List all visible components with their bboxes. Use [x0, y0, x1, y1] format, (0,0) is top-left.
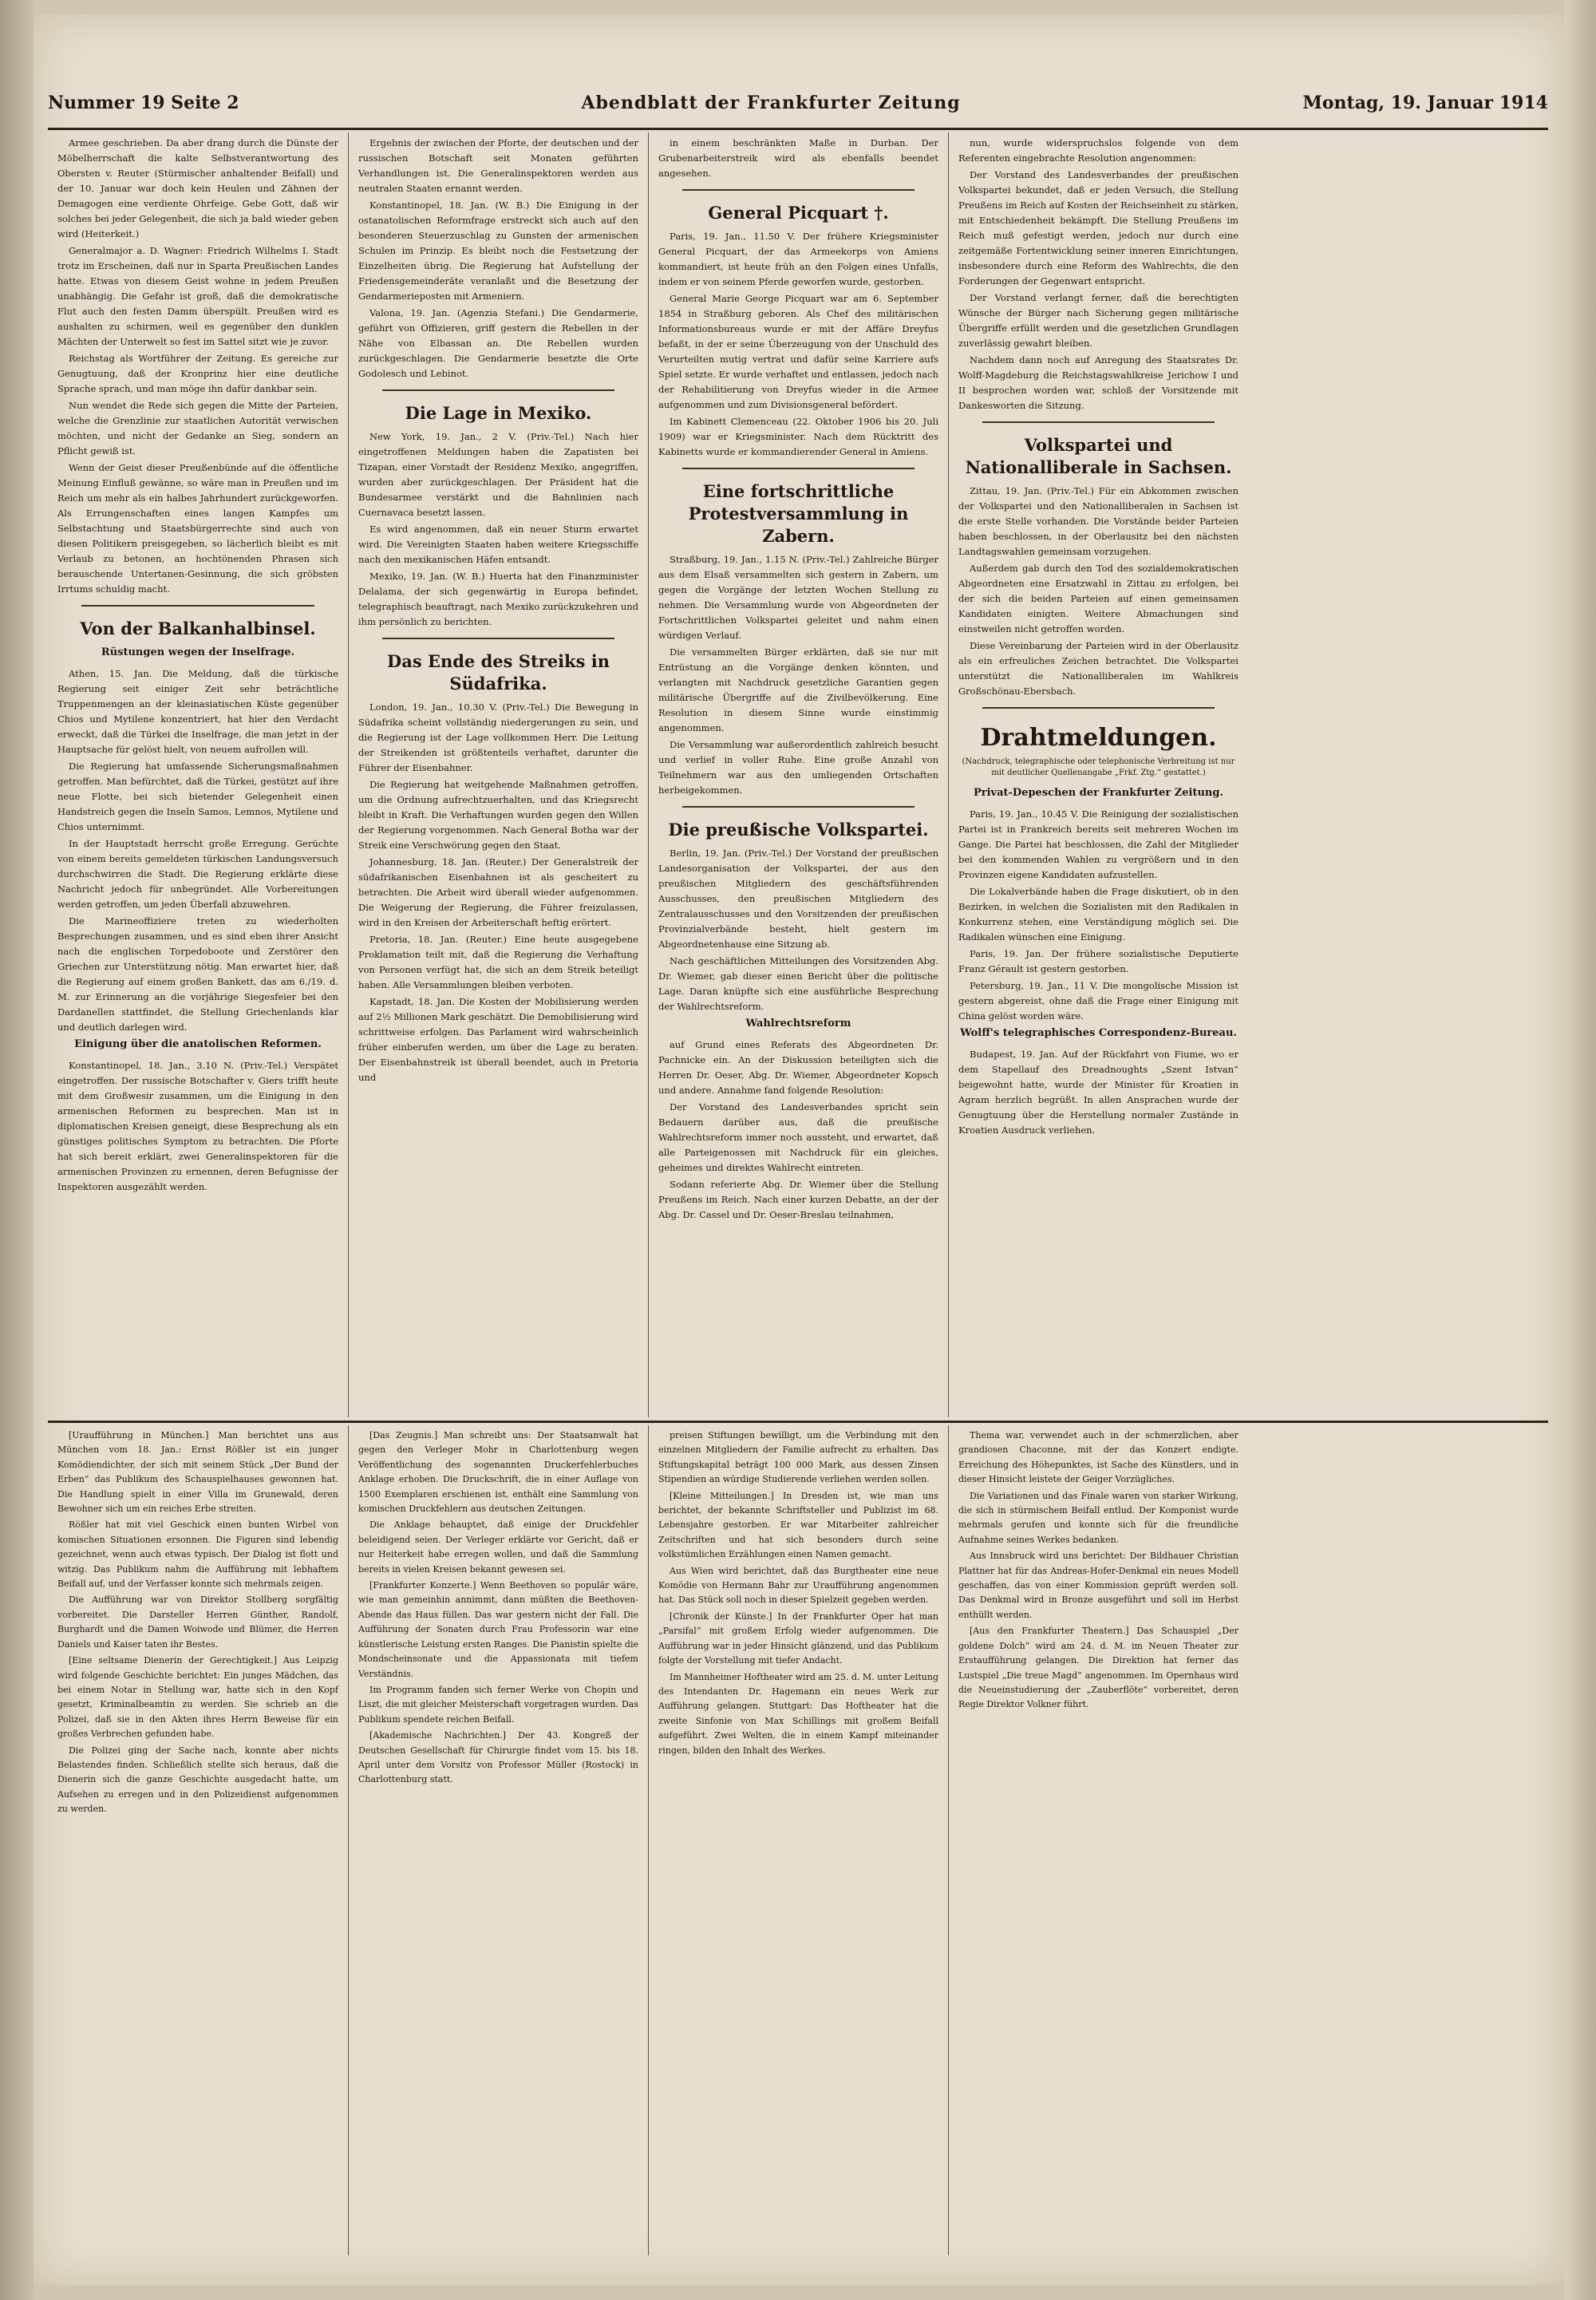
news-column: [948, 132, 1248, 1417]
subheading: Wahlrechtsreform: [745, 1018, 851, 1029]
news-column: [348, 132, 648, 1417]
article-paragraph: Konstantinopel, 18. Jan. (W. B.) Die Einigung in der ostanatolischen Reformfrage erstreckt sich auch auf den besonderen Steuerzuschlag zu Gunsten der armenischen Schulen im Prinzip. Es bleibt noch die Festsetzung der Einzelheiten übrig. Die Regierung hat Aufstellung der Friedensgemeinderäte veranlaßt und die Besetzung der Gendarmerieposten mit Armeniern.: [358, 200, 638, 302]
subheading: Privat-Depeschen der Frankfurter Zeitung.: [973, 787, 1223, 799]
feuilleton-column: [348, 1425, 648, 2255]
article-paragraph: Die Polizei ging der Sache nach, konnte aber nichts Belastendes finden. Schließlich stellte sich heraus, daß die Dienerin sich die ganze Geschichte ausgedacht hatte, um Aufsehen zu erregen und in den Polizeidienst aufgenommen zu werden.: [57, 1745, 338, 1815]
article-paragraph: Die versammelten Bürger erklärten, daß sie nur mit Entrüstung an die Vorgänge denken könnten, und verlangten mit Nachdruck gesetzliche Garantien gegen militärische Übergriffe auf die Zivilbevölkerung. Eine Resolution in diesem Sinne wurde einstimmig angenommen.: [658, 646, 938, 733]
article-paragraph: Ergebnis der zwischen der Pforte, der deutschen und der russischen Botschaft seit Monaten geführten Verhandlungen ist. Die Generalinspektoren werden aus neutralen Staaten ernannt werden.: [358, 137, 638, 194]
article-paragraph: Die Aufführung war von Direktor Stollberg sorgfältig vorbereitet. Die Darsteller Herren Günther, Randolf, Burghardt und die Damen Woiwode und Blümer, die Herren Daniels und Kaiser taten ihr Bestes.: [57, 1595, 338, 1650]
article-paragraph: Nun wendet die Rede sich gegen die Mitte der Parteien, welche die Grenzlinie zur staatlichen Autorität verwischen möchten, und nicht der Gedanke an Sieg, sondern an Pflicht gewiß ist.: [57, 400, 338, 456]
article-paragraph: [Das Zeugnis.] Man schreibt uns: Der Staatsanwalt hat gegen den Verleger Mohr in Charlottenburg wegen Veröffentlichung des sogenannten Druckerfehlerbuches Anklage erhoben. Die Druckschrift, die in einer Auflage von 1500 Exemplaren erschienen ist, enthält eine Sammlung von komischen Druckfehlern aus deutschen Zeitungen.: [358, 1430, 638, 1515]
section-divider: [682, 468, 915, 469]
article-paragraph: [Chronik der Künste.] In der Frankfurter Oper hat man „Parsifal“ mit großem Erfolg wieder aufgenommen. Die Aufführung war in jeder Hinsicht glänzend, und das Publikum folgte der Vorstellung mit tiefer Andacht.: [658, 1610, 938, 1666]
article-paragraph: Im Programm fanden sich ferner Werke von Chopin und Liszt, die mit gleicher Meisterschaft vorgetragen wurden. Das Publikum spendete reichen Beifall.: [358, 1684, 638, 1725]
news-column: [648, 132, 948, 1417]
feuilleton-column: [948, 1425, 1248, 2255]
page-right-edge: [1564, 0, 1596, 2300]
article-paragraph: Die Anklage behauptet, daß einige der Druckfehler beleidigend seien. Der Verleger erklärte vor Gericht, daß er nur Heiterkeit habe erregen wollen, und daß die Sammlung bereits in vielen Kreisen bekannt gewesen sei.: [358, 1520, 638, 1575]
article-paragraph: Im Mannheimer Hoftheater wird am 25. d. M. unter Leitung des Intendanten Dr. Hagemann ein neues Werk zur Aufführung gelangen. Stuttgart: Das Hoftheater hat die zweite Sinfonie von Max Schillings mit großem Beifall aufgeführt. Zwei Welten, die in einem Kampf miteinander ringen, bilden den Inhalt des Werkes.: [658, 1671, 938, 1756]
article-paragraph: Budapest, 19. Jan. Auf der Rückfahrt von Fiume, wo er dem Stapellauf des Dreadnoughts „Szent Istvan“ beigewohnt hatte, wurde der Minister für Kroatien in Agram herzlich begrüßt. In allen Ansprachen wurde der Genugtuung über die Herstellung normaler Zustände in Kroatien Ausdruck verliehen.: [958, 1049, 1238, 1136]
article-paragraph: Die Regierung hat weitgehende Maßnahmen getroffen, um die Ordnung aufrechtzuerhalten, und das Kriegsrecht bleibt in Kraft. Die Verhaftungen wurden gegen den Willen der Regierung vorgenommen. Nach General Botha war der Streik eine Verschwörung gegen den Staat.: [358, 779, 638, 851]
article-paragraph: Die Versammlung war außerordentlich zahlreich besucht und verlief in voller Ruhe. Eine große Anzahl von Teilnehmern war aus den umliegenden Ortschaften herbeigekommen.: [658, 739, 938, 796]
article-paragraph: [Kleine Mitteilungen.] In Dresden ist, wie man uns berichtet, der bekannte Schriftsteller und Publizist im 68. Lebensjahre gestorben. Er war Mitarbeiter zahlreicher Zeitschriften und hat sich besonders durch seine volkstümlichen Erzählungen einen Namen gemacht.: [658, 1490, 938, 1560]
article-paragraph: Kapstadt, 18. Jan. Die Kosten der Mobilisierung werden auf 2½ Millionen Mark geschätzt. Die Demobilisierung wird schrittweise erfolgen. Das Parlament wird wahrscheinlich früher einberufen werden, um über die Lage zu beraten. Der Eisenbahnstreik ist überall beendet, auch in Pretoria und: [358, 996, 638, 1083]
article-paragraph: Petersburg, 19. Jan., 11 V. Die mongolische Mission ist gestern abgereist, ohne daß die Frage einer Einigung mit China gelöst worden wäre.: [958, 980, 1238, 1022]
article-paragraph: [Akademische Nachrichten.] Der 43. Kongreß der Deutschen Gesellschaft für Chirurgie findet vom 15. bis 18. April unter dem Vorsitz von Professor Müller (Rostock) in Charlottenburg statt.: [358, 1730, 638, 1785]
article-paragraph: Der Vorstand des Landesverbandes der preußischen Volkspartei bekundet, daß er jeden Versuch, die Stellung Preußens im Reich auf Kosten der Reichseinheit zu stärken, mit Entschiedenheit bekämpft. Die Stellung Preußens im Reich muß gefestigt werden, jedoch nur durch eine zeitgemäße Fortentwicklung seiner inneren Einrichtungen, insbesondere durch eine Reform des Wahlrechts, die den Forderungen der Gegenwart entspricht.: [958, 169, 1238, 287]
article-paragraph: Valona, 19. Jan. (Agenzia Stefani.) Die Gendarmerie, geführt von Offizieren, griff gestern die Rebellen in der Nähe von Elbassan an. Die Rebellen wurden zurückgeschlagen. Die Gendarmerie besetzte die Orte Godolesch und Lebinot.: [358, 307, 638, 379]
article-paragraph: Paris, 19. Jan., 11.50 V. Der frühere Kriegsminister General Picquart, der das Armeekorps von Amiens kommandiert, ist heute früh an den Folgen eines Unfalls, indem er von seinem Pferde geworfen wurde, gestorben.: [658, 231, 938, 287]
section-heading-large: Drahtmeldungen.: [980, 724, 1217, 752]
article-paragraph: Pretoria, 18. Jan. (Reuter.) Eine heute ausgegebene Proklamation teilt mit, daß die Regierung die Verhaftung von Personen verfügt hat, die sich an dem Streik beteiligt haben. Alle Versammlungen bleiben verboten.: [358, 934, 638, 990]
article-paragraph: auf Grund eines Referats des Abgeordneten Dr. Pachnicke ein. An der Diskussion beteiligten sich die Herren Dr. Oeser, Abg. Dr. Wiemer, Abgeordneter Kopsch und andere. Annahme fand folgende Resolution:: [658, 1039, 938, 1096]
article-paragraph: Diese Vereinbarung der Parteien wird in der Oberlausitz als ein erfreuliches Zeichen betrachtet. Die Volkspartei unterstützt die Nationalliberalen im Wahlkreis Großschönau-Ebersbach.: [958, 640, 1238, 697]
article-paragraph: Die Lokalverbände haben die Frage diskutiert, ob in den Bezirken, in welchen die Sozialisten mit den Radikalen in Konkurrenz stehen, eine Verständigung möglich sei. Die Radikalen wünschen eine Einigung.: [958, 886, 1238, 943]
issue-and-page: Nummer 19 Seite 2: [48, 93, 239, 113]
article-paragraph: Berlin, 19. Jan. (Priv.-Tel.) Der Vorstand der preußischen Landesorganisation der Volkspartei, der aus den preußischen Mitgliedern des geschäftsführenden Ausschusses, den preußischen Mitgliedern des Zentralausschusses und den Vorsitzenden der preußischen Provinzialverbände besteht, hielt gestern im Abgeordnetenhause eine Sitzung ab.: [658, 848, 938, 950]
newspaper-title: Abendblatt der Frankfurter Zeitung: [581, 93, 961, 113]
article-paragraph: Zittau, 19. Jan. (Priv.-Tel.) Für ein Abkommen zwischen der Volkspartei und den Nationalliberalen in Sachsen ist die erste Stelle vorhanden. Die Vorstände beider Parteien haben beschlossen, in der Oberlausitz bei den nächsten Landtagswahlen gemeinsam vorzugehen.: [958, 485, 1238, 557]
article-paragraph: Außerdem gab durch den Tod des sozialdemokratischen Abgeordneten eine Ersatzwahl in Zittau zu erfolgen, bei der sich die beiden Parteien auf einen gemeinsamen Kandidaten einigten. Weitere Abmachungen sind einstweilen nicht getroffen worden.: [958, 563, 1238, 634]
article-paragraph: Die Regierung hat umfassende Sicherungsmaßnahmen getroffen. Man befürchtet, daß die Türkei, gestützt auf ihre neue Flotte, bei sich bietender Gelegenheit einen Handstreich gegen die Inseln Samos, Lemnos, Mytilene und Chios unternimmt.: [57, 761, 338, 832]
masthead: [48, 93, 1548, 124]
section-heading: Volkspartei und Nationalliberale in Sachsen.: [965, 435, 1232, 477]
article-paragraph: [Aus den Frankfurter Theatern.] Das Schauspiel „Der goldene Dolch“ wird am 24. d. M. im Neuen Theater zur Erstaufführung gelangen. Die Direktion hat ferner das Lustspiel „Die treue Magd“ angenommen. Im Opernhaus wird die Neueinstudierung der „Zauberflöte“ vorbereitet, deren Regie Direktor Volkner führt.: [958, 1626, 1238, 1710]
main-columns: [48, 132, 1548, 1417]
reprint-note: (Nachdruck, telegraphische oder telephonische Verbreitung ist nur mit deutlicher Quellenangabe „Frkf. Ztg.“ gestattet.): [962, 757, 1235, 777]
section-heading: General Picquart †.: [708, 203, 889, 223]
article-paragraph: [Eine seltsame Dienerin der Gerechtigkeit.] Aus Leipzig wird folgende Geschichte berichtet: Ein junges Mädchen, das bei einem Notar in Stellung war, hatte sich in den Kopf gesetzt, Kriminalbeamtin zu werden. Sie schrieb an die Polizei, daß sie in den Akten ihres Herrn Beweise für ein großes Verbrechen gefunden habe.: [57, 1655, 338, 1740]
section-heading: Das Ende des Streiks in Südafrika.: [387, 651, 610, 694]
article-paragraph: [Uraufführung in München.] Man berichtet uns aus München vom 18. Jan.: Ernst Rößler ist ein junger Komödiendichter, der sich mit seinem Stück „Der Bund der Erben“ das Publikum des Schauspielhauses gewonnen hat. Die Handlung spielt in einer Villa im Grunewald, deren Bewohner sich um ein reiches Erbe streiten.: [57, 1430, 338, 1515]
section-divider: [382, 638, 614, 639]
section-heading: Die preußische Volkspartei.: [668, 820, 929, 840]
page-left-edge: [0, 0, 34, 2300]
article-paragraph: New York, 19. Jan., 2 V. (Priv.-Tel.) Nach hier eingetroffenen Meldungen haben die Zapatisten bei Tizapan, einer Vorstadt der Residenz Mexiko, angegriffen, wurden aber zurückgeschlagen. Der Präsident hat die Bundesarmee verstärkt und die Bahnlinien nach Cuernavaca besetzt lassen.: [358, 431, 638, 518]
article-paragraph: London, 19. Jan., 10.30 V. (Priv.-Tel.) Die Bewegung in Südafrika scheint vollständig niedergerungen zu sein, und die Regierung ist der Lage vollkommen Herr. Die Leitung der Streikenden ist größtenteils verhaftet, darunter die Führer der Eisenbahner.: [358, 701, 638, 773]
section-divider: [982, 707, 1215, 709]
section-heading: Von der Balkanhalbinsel.: [80, 618, 316, 638]
article-paragraph: Armee geschrieben. Da aber drang durch die Dünste der Möbelherrschaft die kalte Selbstverantwortung des Obersten v. Reuter (Stürmischer anhaltender Beifall) und der 10. Januar war doch kein Heulen und Zähnen der Demagogen eine verdiente Ohrfeige. Gebe Gott, daß wir solches bei jeder Gelegenheit, die sich ja bald wieder geben wird (Heiterkeit.): [57, 137, 338, 239]
article-paragraph: Paris, 19. Jan., 10.45 V. Die Reinigung der sozialistischen Partei ist in Frankreich bereits seit mehreren Wochen im Gange. Die Partei hat beschlossen, die Zahl der Mitglieder bei den kommenden Wahlen zu vergrößern und in den Provinzen eigene Kandidaten aufzustellen.: [958, 808, 1238, 880]
section-divider: [382, 389, 614, 391]
article-paragraph: Aus Wien wird berichtet, daß das Burgtheater eine neue Komödie von Hermann Bahr zur Uraufführung angenommen hat. Das Stück soll noch in dieser Spielzeit gegeben werden.: [658, 1565, 938, 1606]
section-divider: [81, 605, 314, 607]
article-paragraph: Nach geschäftlichen Mitteilungen des Vorsitzenden Abg. Dr. Wiemer, gab dieser einen Bericht über die politische Lage. Daran knüpfte sich eine ausführliche Besprechung der Wahlrechtsreform.: [658, 955, 938, 1012]
article-paragraph: Reichstag als Wortführer der Zeitung. Es gereiche zur Genugtuung, daß der Kronprinz hier eine deutliche Sprache sprach, und man möge ihn dafür dankbar sein.: [57, 353, 338, 394]
article-paragraph: Der Vorstand verlangt ferner, daß die berechtigten Wünsche der Bürger nach Sicherung gegen militärische Übergriffe erfüllt werden und die gesetzlichen Grundlagen zuverlässig gewahrt bleiben.: [958, 292, 1238, 349]
article-paragraph: Wenn der Geist dieser Preußenbünde auf die öffentliche Meinung Einfluß gewänne, so wäre man in Preußen und im Reich um mehr als ein halbes Jahrhundert zurückgeworfen. Als Errungenschaften eines langen Kampfes um Selbstachtung und Staatsbürgerrechte sind auch von diesen Politikern preisgegeben, so lächerlich bleibt es mit Verlaub zu betonen, an hochtönenden Phrasen sich berauschende Untertanen-Gesinnung, die sich gröbsten Irrtums schuldig macht.: [57, 462, 338, 595]
article-paragraph: Der Vorstand des Landesverbandes spricht sein Bedauern darüber aus, daß die preußische Wahlrechtsreform immer noch aussteht, und erwartet, daß alle Parteigenossen mit Nachdruck für ein gleiches, geheimes und direktes Wahlrecht eintreten.: [658, 1101, 938, 1173]
news-column: [48, 132, 348, 1417]
article-paragraph: Nachdem dann noch auf Anregung des Staatsrates Dr. Wolff-Magdeburg die Reichstagswahlkreise Jerichow I und II besprochen worden war, schloß der Vorsitzende mit Dankesworten die Sitzung.: [958, 354, 1238, 411]
article-paragraph: In der Hauptstadt herrscht große Erregung. Gerüchte von einem bereits gemeldeten türkischen Landungsversuch durchschwirren die Stadt. Die Regierung erklärte diese Nachricht jedoch für unbegründet. Alle Vorbereitungen werden getroffen, um jeden Überfall abzuwehren.: [57, 838, 338, 910]
article-paragraph: General Marie George Picquart war am 6. September 1854 in Straßburg geboren. Als Chef des militärischen Informationsbureaus wurde er mit der Affäre Dreyfus befaßt, in der er seine Überzeugung von der Unschuld des Verurteilten mutig vertrat und dafür seine Karriere aufs Spiel setzte. Er wurde verhaftet und entlassen, jedoch nach der Rehabilitierung von Dreyfus wieder in die Armee aufgenommen und zum Divisionsgeneral befördert.: [658, 293, 938, 410]
section-divider: [982, 421, 1215, 423]
article-paragraph: Mexiko, 19. Jan. (W. B.) Huerta hat den Finanzminister Delalama, der sich gegenwärtig in Europa befindet, telegraphisch beauftragt, nach Mexiko zurückzukehren und ihm persönlich zu berichten.: [358, 571, 638, 627]
article-paragraph: Aus Innsbruck wird uns berichtet: Der Bildhauer Christian Plattner hat für das Andreas-Hofer-Denkmal ein neues Modell geschaffen, das von einer Kommission geprüft werden soll. Das Denkmal wird in Bronze ausgeführt und soll im Herbst enthüllt werden.: [958, 1551, 1238, 1620]
section-divider: [682, 189, 915, 191]
article-paragraph: Sodann referierte Abg. Dr. Wiemer über die Stellung Preußens im Reich. Nach einer kurzen Debatte, an der der Abg. Dr. Cassel und Dr. Oeser-Breslau teilnahmen,: [658, 1179, 938, 1220]
article-paragraph: nun, wurde widerspruchslos folgende von dem Referenten eingebrachte Resolution angenommen:: [958, 137, 1238, 164]
feuilleton-columns: [48, 1425, 1548, 2255]
article-paragraph: Es wird angenommen, daß ein neuer Sturm erwartet wird. Die Vereinigten Staaten haben weitere Kriegsschiffe nach den mexikanischen Häfen entsandt.: [358, 524, 638, 565]
article-paragraph: Athen, 15. Jan. Die Meldung, daß die türkische Regierung seit einiger Zeit sehr beträchtliche Truppenmengen an der kleinasiatischen Küste gegenüber Chios und Mytilene konzentriert, hat hier den Verdacht erweckt, daß die Türkei die Inselfrage, die man jetzt in der Hauptsache für gelöst hielt, von neuem aufrollen will.: [57, 668, 338, 755]
subheading: Einigung über die anatolischen Reformen.: [74, 1038, 322, 1050]
article-paragraph: Johannesburg, 18. Jan. (Reuter.) Der Generalstreik der südafrikanischen Eisenbahnen ist als gescheitert zu betrachten. Die Arbeit wird überall wieder aufgenommen. Die Weigerung der Regierung, die Führer freizulassen, wird in den Kreisen der Arbeiterschaft heftig erörtert.: [358, 856, 638, 928]
article-paragraph: Rößler hat mit viel Geschick einen bunten Wirbel von komischen Situationen ersonnen. Die Figuren sind lebendig gezeichnet, wenn auch etwas typisch. Der Dialog ist flott und witzig. Das Publikum nahm die Aufführung mit lebhaftem Beifall auf, und der Verfasser konnte sich mehrmals zeigen.: [57, 1520, 338, 1590]
article-paragraph: Die Marineoffiziere treten zu wiederholten Besprechungen zusammen, und es sind eben ihrer Ansicht nach die englischen Torpedoboote und Zerstörer den Griechen zur Unterstützung nötig. Man erwartet hier, daß die Regierung auf einem großen Bankett, das am 6./19. d. M. zur Erinnerung an die vorjährige Siegesfeier bei den Dardanellen stattfindet, die Stellung Griechenlands klar und deutlich darlegen wird.: [57, 915, 338, 1033]
article-paragraph: [Frankfurter Konzerte.] Wenn Beethoven so populär wäre, wie man gemeinhin annimmt, dann müßten die Beethoven-Abende das Haus füllen. Das war gestern nicht der Fall. Die Aufführung der Sonaten durch Frau Professorin war eine künstlerische Leistung ersten Ranges. Die Pianistin spielte die Mondscheinsonate und die Appassionata mit tiefem Verständnis.: [358, 1580, 638, 1679]
subheading: Wolff's telegraphisches Correspondenz-Bureau.: [960, 1027, 1237, 1039]
article-paragraph: Thema war, verwendet auch in der schmerzlichen, aber grandiosen Chaconne, mit der das Konzert endigte. Erreichung des Höhepunktes, ist Sache des Künstlers, und in dieser Hinsicht leistete der Geiger Vorzügliches.: [958, 1430, 1238, 1485]
feuilleton-rule: [48, 1421, 1548, 1423]
section-divider: [682, 806, 915, 808]
section-heading: Eine fortschrittliche Protestversammlung in Zabern.: [688, 481, 909, 546]
section-heading: Die Lage in Mexiko.: [405, 403, 592, 423]
article-paragraph: Generalmajor a. D. Wagner: Friedrich Wilhelms I. Stadt trotz im Erscheinen, daß nur in Sparta Preußischen Landes hatte. Etwas von diesem Geist wohne in jedem Preußen unabhängig. Die Gefahr ist groß, daß die demokratische Flut auch den festen Damm überspült. Preußen wird es aushalten zu schirmen, weil es gegenüber den dunklen Mächten der Unterwelt so fest im Sattel sitzt wie je zuvor.: [57, 245, 338, 347]
article-paragraph: Konstantinopel, 18. Jan., 3.10 N. (Priv.-Tel.) Verspätet eingetroffen. Der russische Botschafter v. Giers trifft heute mit dem Großwesir zusammen, um die Einigung in den armenischen Reformen zu besprechen. Man ist in diplomatischen Kreisen geneigt, diese Besprechung als ein günstiges politisches Symptom zu betrachten. Die Pforte hat sich bereit erklärt, zwei Generalinspektoren für die armenischen Provinzen zu ernennen, deren Befugnisse der Inspektoren ausgezählt werden.: [57, 1060, 338, 1192]
article-paragraph: Paris, 19. Jan. Der frühere sozialistische Deputierte Franz Gérault ist gestern gestorben.: [958, 948, 1238, 974]
article-paragraph: Die Variationen und das Finale waren von starker Wirkung, die sich in stürmischem Beifall entlud. Der Komponist wurde mehrmals gerufen und konnte sich für die freundliche Aufnahme seines Werkes bedanken.: [958, 1490, 1238, 1545]
article-paragraph: in einem beschränkten Maße in Durban. Der Grubenarbeiterstreik wird als ebenfalls beendet angesehen.: [658, 137, 938, 179]
article-paragraph: preisen Stiftungen bewilligt, um die Verbindung mit den einzelnen Mitgliedern der Familie aufrecht zu erhalten. Das Stiftungskapital beträgt 100 000 Mark, aus dessen Zinsen Stipendien an würdige Studierende verliehen werden sollen.: [658, 1430, 938, 1485]
masthead-rule: [48, 128, 1548, 130]
article-paragraph: Im Kabinett Clemenceau (22. Oktober 1906 bis 20. Juli 1909) war er Kriegsminister. Nach dem Rücktritt des Kabinetts wurde er kommandierender General in Amiens.: [658, 416, 938, 457]
feuilleton-column: [648, 1425, 948, 2255]
subheading: Rüstungen wegen der Inselfrage.: [101, 646, 295, 658]
article-paragraph: Straßburg, 19. Jan., 1.15 N. (Priv.-Tel.) Zahlreiche Bürger aus dem Elsaß versammelten sich gestern in Zabern, um gegen die Vorgänge der letzten Wochen Stellung zu nehmen. Die Versammlung wurde von Abgeordneten der Fortschrittlichen Volkspartei geleitet und nahm einen würdigen Verlauf.: [658, 554, 938, 641]
feuilleton-column: [48, 1425, 348, 2255]
issue-date: Montag, 19. Januar 1914: [1302, 93, 1548, 113]
